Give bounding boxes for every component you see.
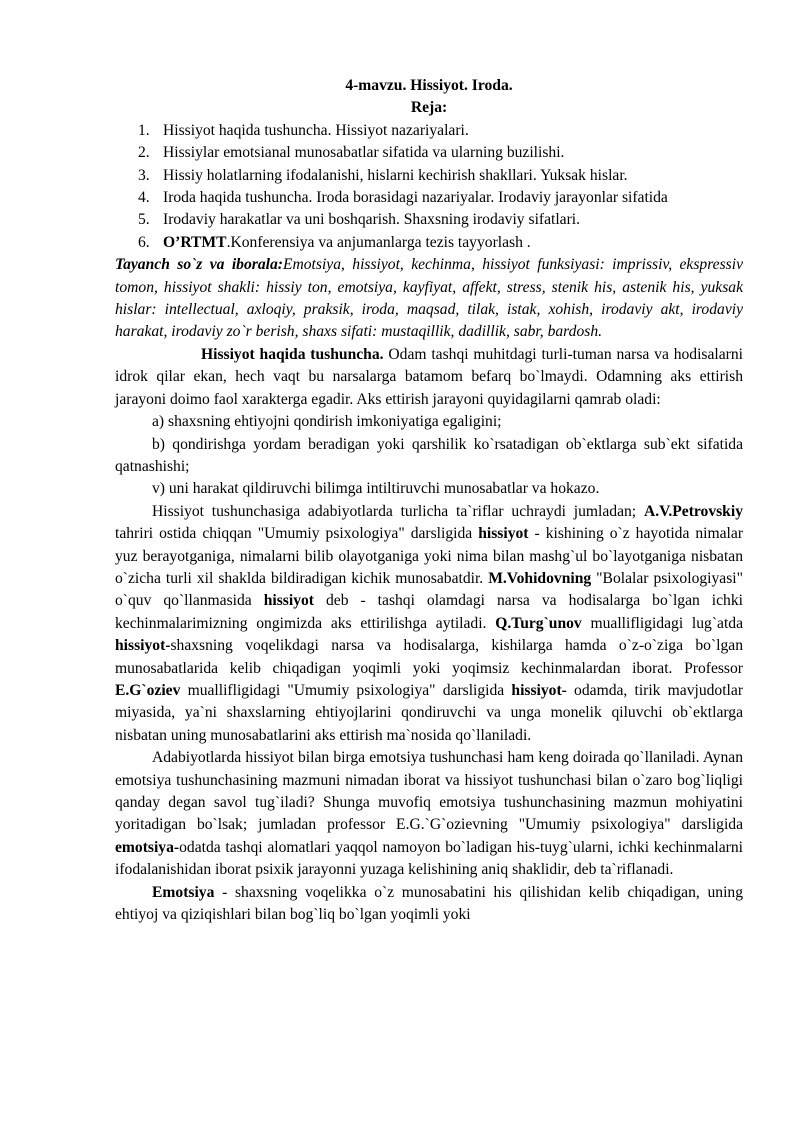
text-run: odamda, tirik mavjudotlar miyasida, ya`ni shaxslarning ehtiyojlarini qondiruvchi va unga monelik qiluvchi ob`ektlarga nisbatan uning munosabatlarini aks ettirish ma`nosida qo`llaniladi. — [115, 681, 744, 744]
plan-item-number: 6. — [138, 233, 150, 251]
definitions-paragraph — [115, 501, 743, 747]
author-name: E.G`oziev — [115, 681, 181, 699]
keywords-text: Emotsiya, hissiyot, kechinma, hissiyot funksiyasi: imprissiv, ekspressiv tomon, hissiyot shakli: hissiy ton, emotsiya, kayfiyat, affekt, stress, stenik his, astenik his, yuksak hislar: intellectual, axloqiy, praksik, iroda, maqsad, tilak, istak, xohish, irodaviy akt, irodaviy harakat, irodaviy zo`r berish, shaxs sifati: mustaqillik, dadillik, sabr, bardosh. — [115, 256, 743, 341]
text-run: deb - tashqi olamdagi narsa va hodisalarga bo`lgan ichki kechinmalarimizning ongimizda aks ettirilishga aytiladi. — [115, 592, 743, 632]
plan-item — [115, 209, 743, 231]
plan-item — [115, 187, 743, 209]
term: Emotsiya — [152, 883, 215, 901]
plan-item-text: Irodaviy harakatlar va uni boshqarish. Shaxsning irodaviy sifatlari. — [163, 211, 581, 229]
term: hissiyot- — [115, 637, 171, 655]
author-name: M.Vohidovning — [488, 569, 592, 587]
text-run: "Bolalar psixologiyasi" o`quv qo`llanmasida — [115, 569, 743, 610]
plan-item-text: Hissiy holatlarning ifodalanishi, hislarni kechirish shakllari. Yuksak hislar. — [163, 166, 628, 184]
text-run: muallifligidagi lug`atda — [581, 614, 743, 632]
plan-item-text: Iroda haqida tushuncha. Iroda borasidagi nazariyalar. Irodaviy jarayonlar sifatida — [163, 189, 668, 207]
plan-item — [115, 142, 743, 164]
text-run: shaxsning voqelikdagi narsa va hodisalarga, kishilarga hamda o`z-o`ziga bo`lgan munosabatlarida kelib chiqadigan yoqimli yoki yoqimsiz kechinmalardan iborat. Professor — [115, 637, 743, 677]
plan-item-number: 3. — [138, 166, 150, 184]
text-run: tahriri ostida chiqqan "Umumiy psixologiya" darsligida — [115, 525, 479, 543]
list-item: v) uni harakat qildiruvchi bilimga intiltiruvchi munosabatlar va hokazo. — [152, 480, 600, 498]
text-run: odatda tashqi alomatlari yaqqol namoyon bo`ladigan his-tuyg`ularni, ichki kechinmalarni ifodalanishidan iborat psixik jarayonni yuzaga kelishining aniq shaklidir, deb ta`riflanadi. — [115, 838, 743, 879]
term: hissiyot — [478, 525, 529, 543]
list-item: b) qondirishga yordam beradigan yoki qarshilik ko`rsatadigan ob`ektlarga sub`ekt sifatida qatnashishi; — [115, 435, 743, 475]
plan-item-text: .Konferensiya va anjumanlarga tezis tayyorlash . — [226, 233, 531, 251]
plan-item-number: 5. — [138, 211, 150, 229]
plan-item-text: Hissiyot haqida tushuncha. Hissiyot nazariyalari. — [163, 121, 469, 139]
text-run: Hissiyot tushunchasiga adabiyotlarda turlicha ta`riflar uchraydi jumladan; — [152, 502, 644, 520]
plan-item — [115, 232, 743, 254]
section-intro — [115, 344, 743, 411]
author-name: Q.Turg`unov — [495, 614, 582, 632]
page-title: 4-mavzu. Hissiyot. Iroda. — [345, 77, 513, 94]
plan-item — [115, 120, 743, 142]
emotsiya-paragraph — [115, 747, 743, 881]
plan-heading: Reja: — [410, 99, 448, 117]
term: emotsiya- — [115, 838, 180, 856]
keywords-paragraph — [115, 254, 743, 344]
author-name: A.V.Petrovskiy — [643, 502, 743, 520]
text-run: Adabiyotlarda hissiyot bilan birga emotsiya tushunchasi ham keng doirada qo`llaniladi. Aynan emotsiya tushunchasining mazmuni nimadan iborat va hissiyot tushunchasi bilan o`zaro bog`liqligi qanday degan savol tug`iladi? Shunga muvofiq emotsiya tushunchasining mazmun mohiyatini yoritadigan bo`lsak; jumladan professor E.G.`G`ozievning "Umumiy psixologiya" darsligida — [115, 749, 743, 834]
plan-item-number: 2. — [138, 144, 150, 162]
keywords-label: Tayanch so`z va iboralа: — [115, 256, 283, 274]
plan-item — [115, 165, 743, 187]
section-intro-text: Odam tashqi muhitdagi turli-tuman narsa va hodisalarni idrok qilar ekan, hech vaqt bu narsalarga batamom befarq bo`lmaydi. Odamning aks ettirish jarayoni doimo faol xarakterga egadir. Aks ettirish jarayoni quyidagilarni qamrab oladi: — [115, 345, 743, 408]
text-run: muallifligidagi "Umumiy psixologiya" darsligida — [180, 681, 512, 699]
term: hissiyot — [263, 592, 314, 610]
term: hissiyot- — [511, 681, 567, 699]
text-run: - shaxsning voqelikka o`z munosabatini his qilishidan kelib chiqadigan, uning ehtiyoj va qiziqishlari bilan bog`liq bo`lgan yoqimli yoki — [115, 883, 743, 924]
list-item: a) shaxsning ehtiyojni qondirish imkoniyatiga egaligini; — [152, 413, 502, 431]
document-page — [115, 75, 743, 926]
plan-item-number: 4. — [138, 189, 150, 207]
plan-list — [115, 120, 743, 254]
plan-item-bold: O’RTMT — [163, 233, 227, 251]
last-paragraph — [115, 882, 743, 927]
plan-item-number: 1. — [138, 121, 150, 139]
text-run: - kishining o`z hayotida nimalar yuz berayotganiga, nimalarni bilib olayotganiga yoki nima bilan mashg`ul bo`layotganiga nisbatan o`zicha turli xil shaklda bildiradigan kichik munosabatdir. — [115, 525, 744, 587]
plan-item-text: Hissiylar emotsianal munosabatlar sifatida va ularning buzilishi. — [163, 144, 565, 162]
section-heading: Hissiyot haqida tushuncha. — [201, 345, 384, 363]
